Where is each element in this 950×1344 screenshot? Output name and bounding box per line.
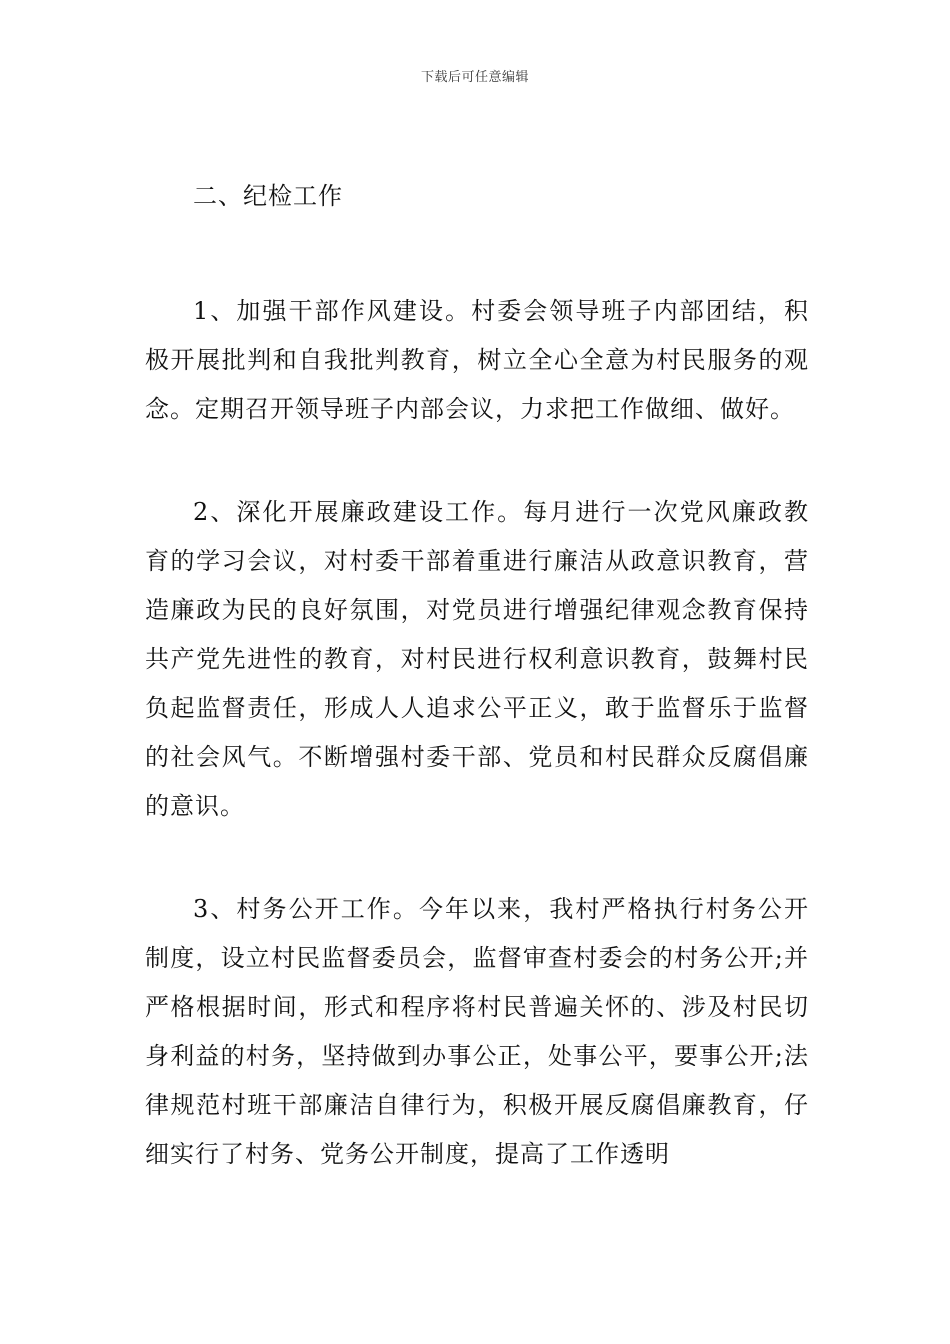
paragraph-3: 3、村务公开工作。今年以来，我村严格执行村务公开制度，设立村民监督委员会，监督审查村委会的村务公开;并严格根据时间，形式和程序将村民普遍关怀的、涉及村民切身利益的村务，坚持做到办事公正，处事公平，要事公开;法律规范村班干部廉洁自律行为，积极开展反腐倡廉教育，仔细实行了村务、党务公开制度，提高了工作透明 <box>145 895 809 1168</box>
spacer <box>145 434 809 488</box>
section-title: 二、纪检工作 <box>193 182 343 210</box>
spacer <box>145 221 809 287</box>
document-body <box>145 172 809 1179</box>
paragraph-2: 2、深化开展廉政建设工作。每月进行一次党风廉政教育的学习会议，对村委干部着重进行廉洁从政意识教育，营造廉政为民的良好氛围，对党员进行增强纪律观念教育保持共产党先进性的教育，对村民进行权利意识教育，鼓舞村民负起监督责任，形成人人追求公平正义，敢于监督乐于监督的社会风气。不断增强村委干部、党员和村民群众反腐倡廉的意识。 <box>145 498 809 820</box>
page-header-note: 下载后可任意编辑 <box>420 70 529 85</box>
paragraph-1: 1、加强干部作风建设。村委会领导班子内部团结，积极开展批判和自我批判教育，树立全心全意为村民服务的观念。定期召开领导班子内部会议，力求把工作做细、做好。 <box>145 297 809 423</box>
spacer <box>145 831 809 885</box>
